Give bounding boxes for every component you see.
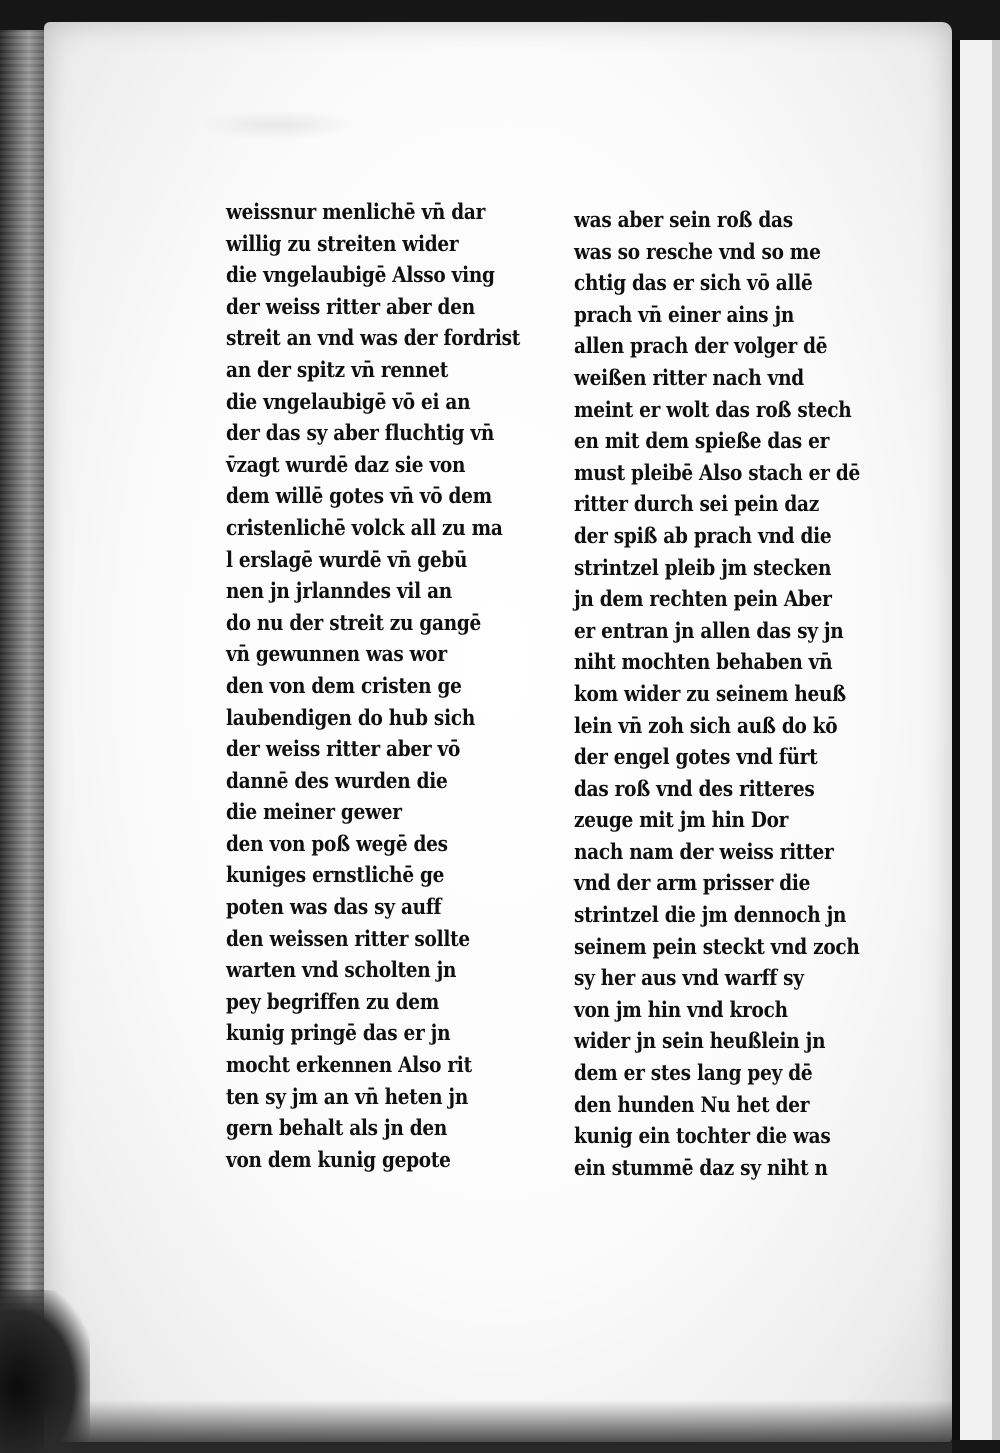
text-line: den hunden Nu het der	[574, 1091, 810, 1117]
text-line: v̄zagt wurdē daz sie von	[226, 451, 466, 477]
text-line: meint er wolt das roß stech	[574, 396, 852, 422]
text-line: strintzel die jm dennoch jn	[574, 902, 847, 928]
text-line: poten was das sy auff	[226, 894, 442, 920]
text-line: do nu der streit zu gangē	[226, 609, 482, 635]
text-line: dannē des wurden die	[226, 767, 448, 793]
text-line: vnd der arm prisser die	[574, 870, 811, 896]
text-line: die vngelaubigē Alsso ving	[226, 262, 495, 288]
text-line: den von dem cristen ge	[226, 672, 462, 698]
left-text-column	[226, 196, 520, 1175]
text-line: streit an vnd was der fordrist	[226, 325, 521, 351]
text-line: der das sy aber fluchtig vn̄	[226, 420, 495, 446]
text-line: von jm hin vnd kroch	[574, 996, 788, 1022]
text-line: an der spitz vn̄ rennet	[226, 356, 448, 382]
text-line: must pleibē Also stach er dē	[574, 459, 860, 485]
text-line: was aber sein roß das	[574, 207, 793, 232]
text-line: vn̄ gewunnen was wor	[226, 641, 447, 667]
text-line: ein stummē daz sy niht n	[574, 1154, 828, 1180]
text-line: kunig pringē das er jn	[226, 1020, 451, 1046]
text-line: weißen ritter nach vnd	[574, 364, 804, 390]
text-line: gern behalt als jn den	[226, 1115, 448, 1141]
bottom-shadow	[44, 1400, 952, 1453]
text-line: allen prach der volger dē	[574, 333, 828, 359]
text-line: warten vnd scholten jn	[226, 957, 457, 983]
text-line: jn dem rechten pein Aber	[574, 586, 832, 612]
text-line: von dem kunig gepote	[226, 1146, 451, 1172]
text-line: strintzel pleib jm stecken	[574, 554, 832, 580]
text-line: wider jn sein heußlein jn	[574, 1028, 826, 1054]
text-line: ten sy jm an vn̄ heten jn	[226, 1083, 469, 1109]
text-line: kunig ein tochter die was	[574, 1123, 831, 1149]
text-line: kom wider zu seinem heuß	[574, 680, 846, 706]
text-line: nach nam der weiss ritter	[574, 838, 834, 864]
text-line: pey begriffen zu dem	[226, 988, 440, 1014]
faint-mark	[200, 110, 360, 140]
text-line: das roß vnd des ritteres	[574, 775, 815, 801]
text-line: den von poß wegē des	[226, 830, 448, 856]
text-line: er entran jn allen das sy jn	[574, 617, 844, 643]
text-line: prach vn̄ einer ains jn	[574, 301, 795, 327]
text-line: dem er stes lang pey dē	[574, 1060, 813, 1086]
text-line: weissnur menlichē vn̄ dar	[226, 199, 486, 224]
text-line: was so resche vnd so me	[574, 238, 821, 264]
text-line: der weiss ritter aber den	[226, 293, 475, 319]
text-line: der spiß ab prach vnd die	[574, 522, 832, 548]
text-line: en mit dem spieße das er	[574, 428, 830, 454]
text-line: sy her aus vnd warff sy	[574, 965, 804, 991]
text-line: chtig das er sich vō allē	[574, 270, 813, 296]
facing-page-edge	[952, 40, 1000, 1440]
text-line: kuniges ernstlichē ge	[226, 862, 445, 888]
text-line: mocht erkennen Also rit	[226, 1052, 472, 1078]
text-line: l erslagē wurdē vn̄ gebū	[226, 546, 468, 572]
text-line: der weiss ritter aber vō	[226, 736, 461, 762]
text-line: seinem pein steckt vnd zoch	[574, 933, 860, 959]
text-line: lein vn̄ zoh sich auß do kō	[574, 712, 838, 738]
text-line: cristenlichē volck all zu ma	[226, 514, 503, 540]
text-line: niht mochten behaben vn̄	[574, 649, 833, 675]
right-text-column	[574, 204, 860, 1183]
binding-edge	[0, 30, 48, 1453]
text-line: willig zu streiten wider	[226, 230, 459, 256]
text-line: der engel gotes vnd fürt	[574, 744, 818, 770]
text-line: ritter durch sei pein daz	[574, 491, 819, 517]
text-line: nen jn jrlanndes vil an	[226, 578, 452, 604]
text-line: zeuge mit jm hin Dor	[574, 807, 789, 833]
text-line: die vngelaubigē vō ei an	[226, 388, 471, 414]
text-line: laubendigen do hub sich	[226, 704, 475, 730]
text-line: den weissen ritter sollte	[226, 925, 470, 951]
text-line: die meiner gewer	[226, 799, 402, 825]
text-line: dem willē gotes vn̄ vō dem	[226, 483, 492, 509]
